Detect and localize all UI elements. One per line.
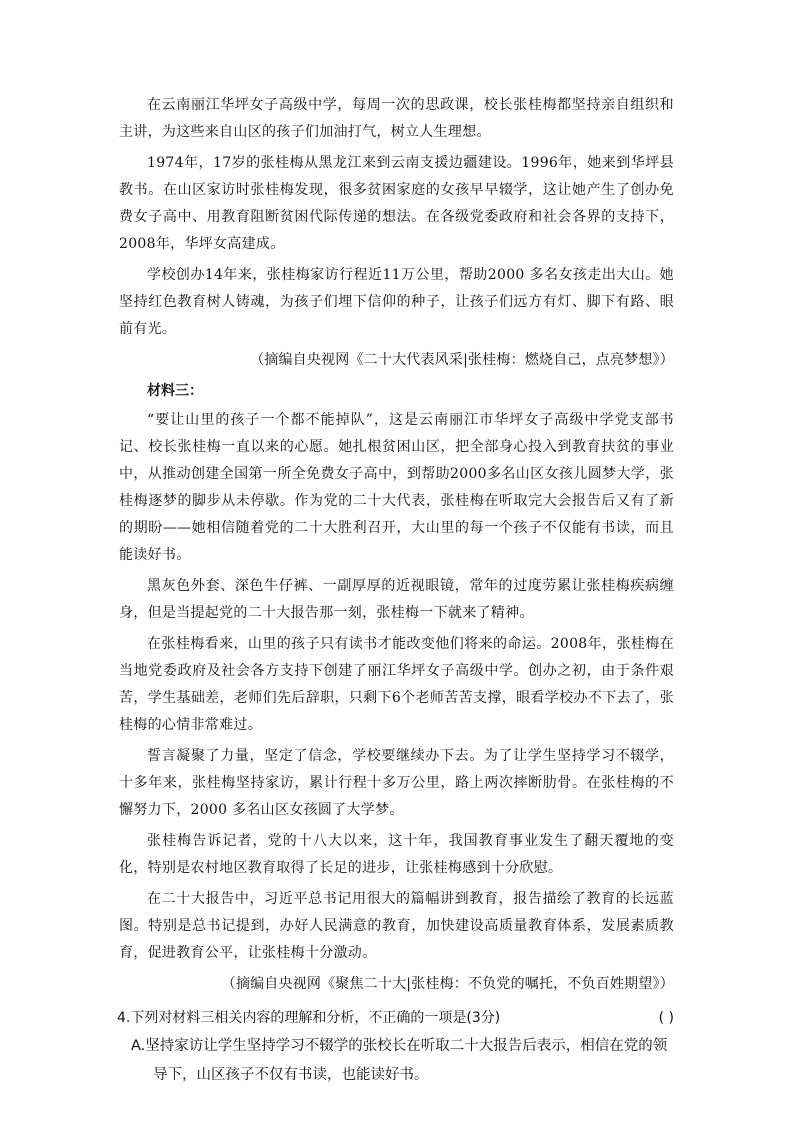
option-a: A.坚持家访让学生坚持学习不辍学的张校长在听取二十大报告后表示，相信在党的领导下，山区孩子不仅有书读，也能读好书。 xyxy=(131,1038,668,1083)
material3-paragraph: 誓言凝聚了力量，坚定了信念，学校要继续办下去。为了让学生坚持学习不辍学，十多年来，张桂梅坚持家访，累计行程十多万公里，路上两次摔断肋骨。在张桂梅的不懈努力下，2000 多名山区女孩圆了大学梦。 xyxy=(119,748,674,818)
material3-source: （摘编自央视网《聚焦二十大|张桂梅：不负党的嘱托，不负百姓期望》） xyxy=(221,976,674,992)
question-4 xyxy=(117,1004,674,1032)
material3-heading: 材料三： xyxy=(147,383,203,399)
question-stem: 4.下列对材料三相关内容的理解和分析，不正确的一项是(3分) xyxy=(117,1010,501,1026)
material3-paragraph: 张桂梅告诉记者，党的十八大以来，这十年，我国教育事业发生了翻天覆地的变化，特别是农村地区教育取得了长足的进步，让张桂梅感到十分欣慰。 xyxy=(119,833,674,876)
material2-paragraph: 1974年，17岁的张桂梅从黑龙江来到云南支援边疆建设。1996年，她来到华坪县教书。在山区家访时张桂梅发现，很多贫困家庭的女孩早早辍学，这让她产生了创办免费女子高中、用教育阻断贫困代际传递的想法。在各级党委政府和社会各界的支持下，2008年，华坪女高建成。 xyxy=(119,155,674,252)
material2-source: （摘编自央视网《二十大代表风采|张桂梅：燃烧自己，点亮梦想》） xyxy=(250,352,674,368)
answer-blank[interactable]: ( ) xyxy=(658,1010,674,1026)
material3-paragraph: 黑灰色外套、深色牛仔裤、一副厚厚的近视眼镜，常年的过度劳累让张桂梅疾病缠身，但是当提起党的二十大报告那一刻，张桂梅一下就来了精神。 xyxy=(119,578,674,621)
document-content xyxy=(119,92,674,1090)
material3-paragraph: “要让山里的孩子一个都不能掉队”，这是云南丽江市华坪女子高级中学党支部书记、校长张桂梅一直以来的心愿。她扎根贫困山区，把全部身心投入到教育扶贫的事业中，从推动创建全国第一所全免费女子高中，到帮助2000多名山区女孩儿圆梦大学，张桂梅逐梦的脚步从未停歇。作为党的二十大代表，张桂梅在听取完大会报告后又有了新的期盼——她相信随着党的二十大胜利召开，大山里的每一个孩子不仅能有书读，而且能读好书。 xyxy=(119,412,674,563)
material3-paragraph: 在张桂梅看来，山里的孩子只有读书才能改变他们将来的命运。2008年，张桂梅在当地党委政府及社会各方支持下创建了丽江华坪女子高级中学。创办之初，由于条件艰苦，学生基础差，老师们先后辞职，只剩下6个老师苦苦支撑，眼看学校办不下去了，张桂梅的心情非常难过。 xyxy=(119,636,674,733)
material2-paragraph: 学校创办14年来，张桂梅家访行程近11万公里，帮助2000 多名女孩走出大山。她坚持红色教育树人铸魂，为孩子们埋下信仰的种子，让孩子们远方有灯、脚下有路、眼前有光。 xyxy=(119,267,674,337)
material2-paragraph: 在云南丽江华坪女子高级中学，每周一次的思政课，校长张桂梅都坚持亲自组织和主讲，为这些来自山区的孩子们加油打气，树立人生理想。 xyxy=(119,97,674,140)
material3-paragraph: 在二十大报告中，习近平总书记用很大的篇幅讲到教育，报告描绘了教育的长远蓝图。特别是总书记提到，办好人民满意的教育，加快建设高质量教育体系，发展素质教育，促进教育公平，让张桂梅十分激动。 xyxy=(119,891,674,961)
